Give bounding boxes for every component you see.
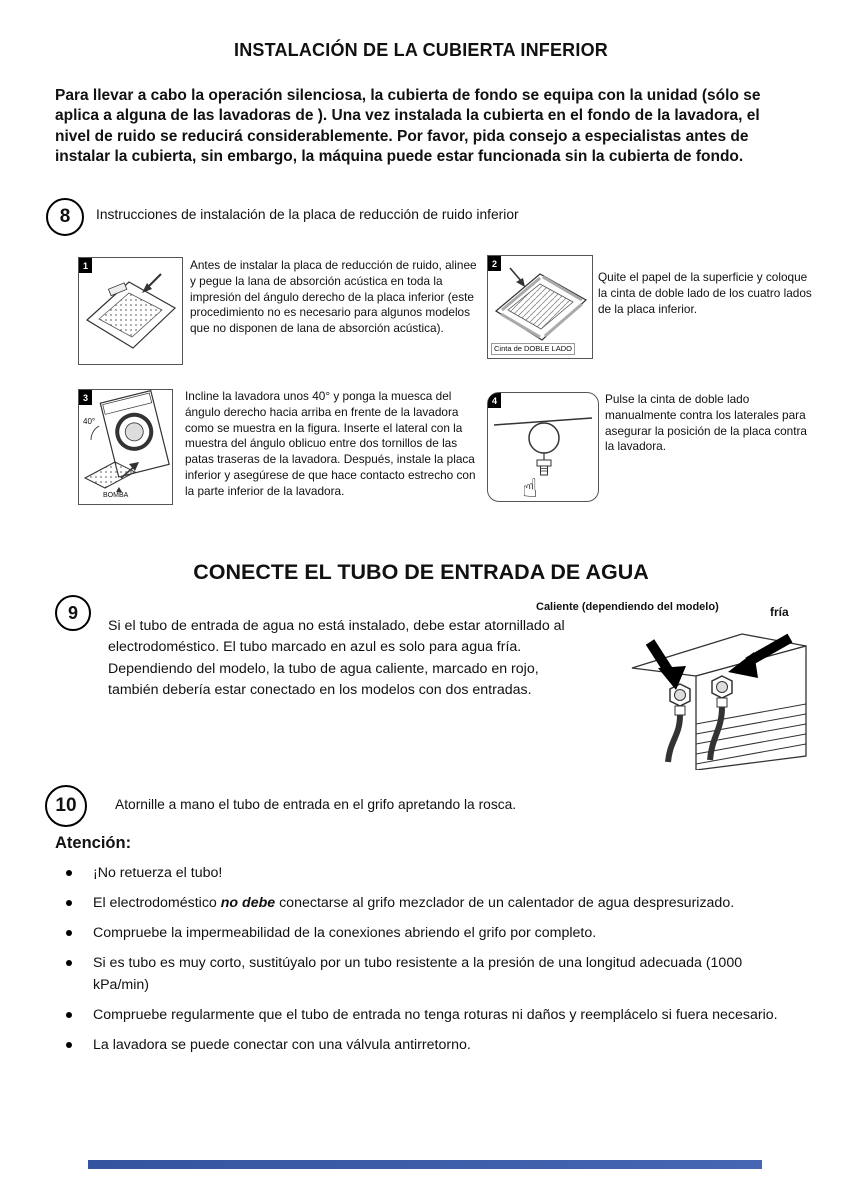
step-number-10-label: 10 (55, 795, 77, 816)
attention-item-text: La lavadora se puede conectar con una válvula antirretorno. (93, 1037, 471, 1053)
attention-item-emphasis: no debe (220, 895, 276, 911)
step-number-8-label: 8 (59, 206, 71, 227)
plate-alignment-illustration (79, 258, 182, 364)
tilted-washer-illustration (79, 390, 172, 504)
bullet-dot (66, 930, 72, 936)
page-footer-bar (88, 1160, 762, 1169)
substep-badge-2: 2 (488, 256, 501, 271)
figure-acoustic-wool-plate (78, 257, 183, 365)
intro-paragraph: Para llevar a cabo la operación silenciosa, la cubierta de fondo se equipa con la unidad (sólo se aplica a alguna de las lavadoras de ). Una vez instalada la cubierta en el fondo de la lavadora, el nivel de ruido se reducirá considerablemente. Por favor, pida consejo a especialistas antes de instalar la cubierta, sin embargo, la máquina puede estar funcionada sin la cubierta de fondo. (55, 87, 761, 166)
attention-item (63, 892, 793, 914)
step-number-10 (45, 785, 87, 827)
attention-item-text: ¡No retuerza el tubo! (93, 865, 223, 881)
figure-tilted-washer (78, 389, 173, 505)
figure-2-caption: Cinta de DOBLE LADO (491, 343, 575, 355)
attention-item-text: Si es tubo es muy corto, sustitúyalo por un tubo resistente a la presión de una longitud adecuada (1000 kPa/min) (93, 955, 743, 993)
cold-water-label: fría (770, 605, 789, 619)
attention-item (63, 952, 793, 996)
bullet-dot (66, 1012, 72, 1018)
attention-item-text: conectarse al grifo mezclador de un calentador de agua despresurizado. (275, 895, 735, 911)
attention-heading: Atención: (55, 834, 132, 852)
step-number-9-label: 9 (67, 602, 78, 623)
press-tape-illustration (488, 393, 598, 501)
substep-4-text: Pulse la cinta de doble lado manualmente contra los laterales para asegurar la posición de la placa contra la lavadora. (605, 392, 807, 454)
water-inlet-illustration (592, 620, 810, 770)
substep-badge-4: 4 (488, 393, 501, 408)
attention-item-text: Compruebe regularmente que el tubo de entrada no tenga roturas ni daños y reemplácelo si fuera necesario. (93, 1007, 778, 1023)
step8-instructions-label: Instrucciones de instalación de la placa de reducción de ruido inferior (96, 207, 519, 222)
figure-double-sided-tape (487, 255, 593, 359)
angle-label: 40° (83, 417, 96, 426)
attention-item-text: El electrodoméstico (93, 895, 221, 911)
step-number-9 (55, 595, 91, 631)
figure-water-inlets (592, 620, 810, 770)
water-section-title: CONECTE EL TUBO DE ENTRADA DE AGUA (193, 560, 649, 584)
substep-1-text: Antes de instalar la placa de reducción de ruido, alinee y pegue la lana de absorción acústica en toda la impresión del ángulo derecho de la placa inferior (este procedimiento no es necesario para algunos modelos que no disponen de lana de absorción acústica). (190, 258, 477, 336)
bullet-dot (66, 900, 72, 906)
figure-3-caption: BOMBA (103, 492, 129, 500)
hand-press-icon: ☝ (522, 473, 538, 501)
bullet-dot (66, 1042, 72, 1048)
attention-item (63, 1004, 793, 1026)
attention-item (63, 1034, 793, 1056)
bullet-dot (66, 960, 72, 966)
step10-text: Atornille a mano el tubo de entrada en el grifo apretando la rosca. (115, 797, 517, 812)
substep-3-text: Incline la lavadora unos 40° y ponga la muesca del ángulo derecho hacia arriba en frente de la lavadora como se muestra en la figura. Inserte el lateral con la muestra del ángulo oblicuo entre dos tornillos de las patas traseras de la lavadora. Después, instale la placa inferior y asegúrese de que hace contacto estrecho con la parte inferior de la lavadora. (185, 389, 476, 498)
attention-item (63, 922, 793, 944)
substep-2-text: Quite el papel de la superficie y coloque la cinta de doble lado de los cuatro lados de la placa inferior. (598, 270, 812, 316)
hot-water-label: Caliente (dependiendo del modelo) (536, 601, 719, 613)
attention-item (63, 862, 793, 884)
attention-item-text: Compruebe la impermeabilidad de la conexiones abriendo el grifo por completo. (93, 925, 597, 941)
substep-badge-3: 3 (79, 390, 92, 405)
step9-text: Si el tubo de entrada de agua no está instalado, debe estar atornillado al electrodoméstico. El tubo marcado en azul es solo para agua fría. Dependiendo del modelo, la tubo de agua caliente, marcado en rojo, también debería estar conectado en los modelos con dos entradas. (108, 618, 565, 698)
attention-list (63, 862, 793, 1064)
step-number-8 (46, 198, 84, 236)
substep-badge-1: 1 (79, 258, 92, 273)
figure-press-tape (487, 392, 599, 502)
page-title: INSTALACIÓN DE LA CUBIERTA INFERIOR (234, 40, 608, 60)
bullet-dot (66, 870, 72, 876)
